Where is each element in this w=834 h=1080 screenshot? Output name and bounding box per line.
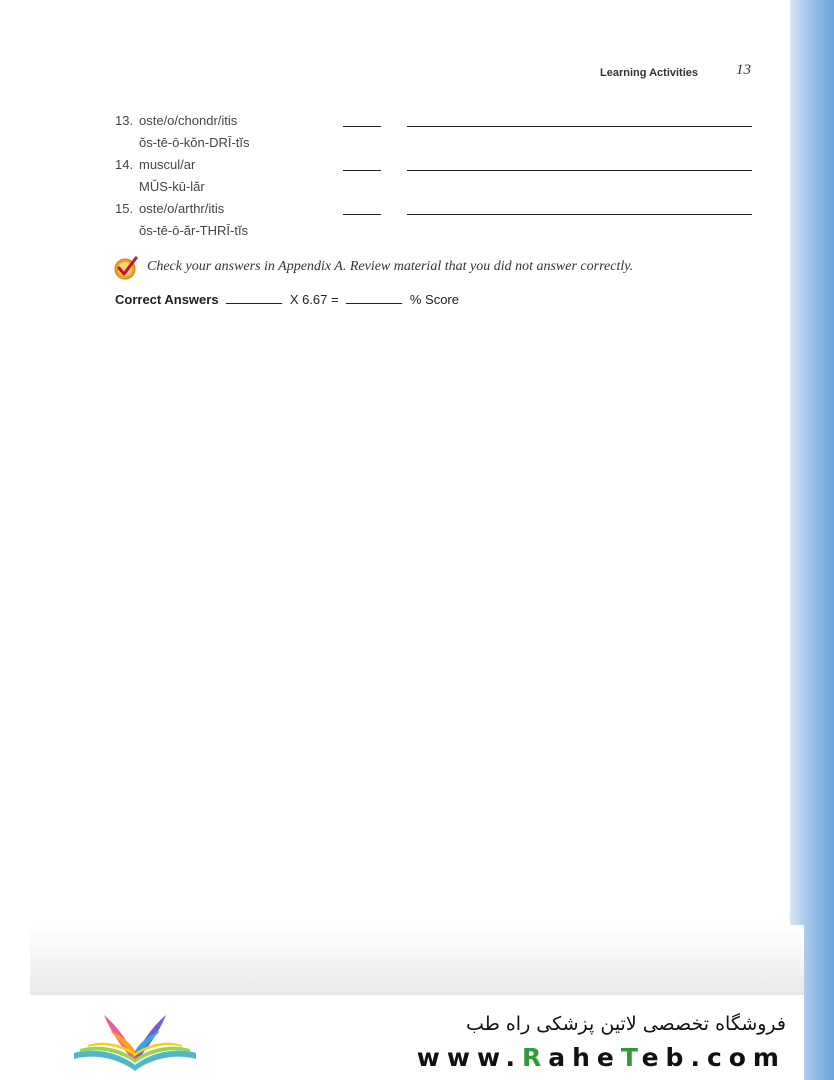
url-part-highlight: R	[521, 1043, 549, 1072]
score-row	[115, 292, 459, 307]
page-header	[600, 62, 760, 86]
footer-fade	[30, 925, 804, 995]
url-part-highlight: T	[620, 1043, 642, 1072]
score-blank[interactable]	[346, 293, 402, 304]
correct-answers-label: Correct Answers	[115, 292, 219, 307]
long-answer-blank[interactable]	[407, 214, 752, 215]
instruction-text: Check your answers in Appendix A. Review material that you did not answer correctly.	[147, 259, 634, 274]
item-term: muscul/ar	[139, 157, 196, 172]
score-label: % Score	[409, 292, 459, 307]
short-answer-blank[interactable]	[343, 214, 381, 215]
url-part: ahe	[548, 1043, 621, 1072]
exercise-item	[115, 201, 755, 245]
instruction-row	[113, 255, 753, 281]
item-pronunciation: ŏs-tē-ō-ăr-THRĪ-tĭs	[139, 223, 249, 238]
page-number: 13	[736, 62, 751, 78]
multiplier-text: X 6.67 =	[289, 292, 339, 307]
side-color-bar	[790, 0, 834, 1080]
item-number: 13.	[115, 113, 134, 128]
url-part: www.	[416, 1043, 522, 1072]
item-number: 14.	[115, 157, 134, 172]
short-answer-blank[interactable]	[343, 126, 381, 127]
correct-answers-blank[interactable]	[226, 293, 282, 304]
item-term: oste/o/chondr/itis	[139, 113, 238, 128]
exercise-item	[115, 113, 755, 157]
book-logo-icon	[70, 1005, 200, 1075]
footer	[30, 995, 804, 1080]
check-mark-icon	[113, 255, 139, 281]
exercise-item	[115, 157, 755, 201]
short-answer-blank[interactable]	[343, 170, 381, 171]
item-number: 15.	[115, 201, 134, 216]
item-pronunciation: ŏs-tē-ō-kŏn-DRĪ-tĭs	[139, 135, 250, 150]
item-term: oste/o/arthr/itis	[139, 201, 225, 216]
url-part: eb.com	[641, 1043, 786, 1072]
shop-name-text: فروشگاه تخصصی لاتین پزشکی راه طب	[466, 1013, 786, 1035]
item-pronunciation: MŬS-kū-lăr	[139, 179, 205, 194]
header-label: Learning Activities	[600, 67, 699, 79]
long-answer-blank[interactable]	[407, 170, 752, 171]
long-answer-blank[interactable]	[407, 126, 752, 127]
site-url[interactable]	[417, 1043, 786, 1072]
